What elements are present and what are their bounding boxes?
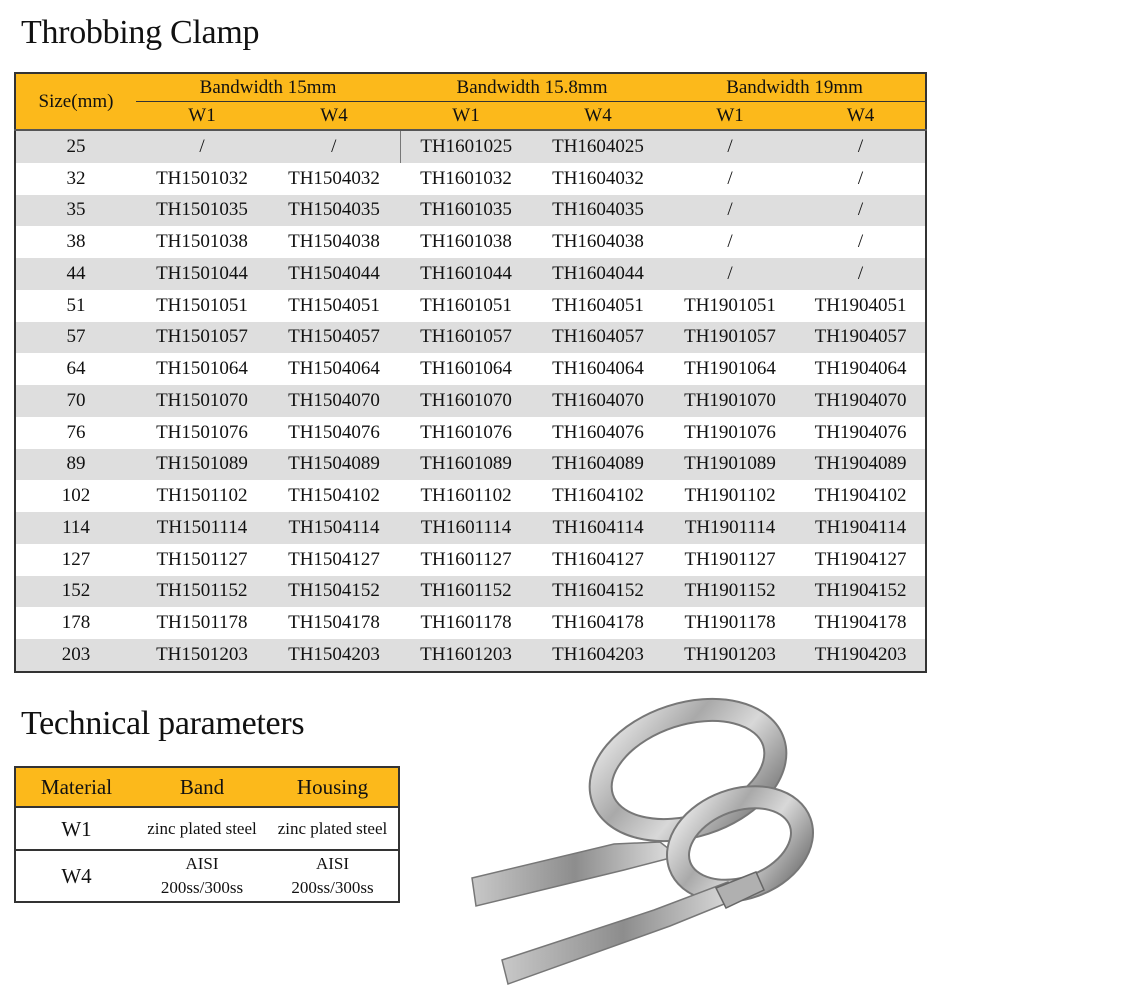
part-number-cell: TH1604051 bbox=[532, 290, 664, 322]
subheader-w1: W1 bbox=[664, 102, 796, 130]
band-header: Band bbox=[137, 767, 267, 807]
part-number-cell: TH1504178 bbox=[268, 607, 400, 639]
part-number-cell: TH1501064 bbox=[136, 353, 268, 385]
size-cell: 76 bbox=[15, 417, 136, 449]
size-header: Size(mm) bbox=[15, 73, 136, 130]
part-number-cell: TH1504076 bbox=[268, 417, 400, 449]
subheader-w1: W1 bbox=[400, 102, 532, 130]
table-row bbox=[15, 130, 926, 163]
clamp-size-table bbox=[14, 72, 927, 673]
bandwidth-15mm-header: Bandwidth 15mm bbox=[136, 73, 400, 102]
part-number-cell: TH1604064 bbox=[532, 353, 664, 385]
part-number-cell: TH1501057 bbox=[136, 322, 268, 354]
material-header: Material bbox=[15, 767, 137, 807]
part-number-cell: TH1504152 bbox=[268, 576, 400, 608]
subheader-w1: W1 bbox=[136, 102, 268, 130]
part-number-cell: TH1601064 bbox=[400, 353, 532, 385]
part-number-cell: TH1601070 bbox=[400, 385, 532, 417]
table-row bbox=[15, 807, 399, 850]
part-number-cell: TH1604089 bbox=[532, 449, 664, 481]
part-number-cell: / bbox=[268, 130, 400, 163]
table-row bbox=[15, 226, 926, 258]
part-number-cell: TH1604035 bbox=[532, 195, 664, 227]
part-number-cell: TH1504114 bbox=[268, 512, 400, 544]
part-number-cell: TH1501038 bbox=[136, 226, 268, 258]
part-number-cell: TH1604203 bbox=[532, 639, 664, 672]
tech-params-title: Technical parameters bbox=[21, 705, 305, 742]
part-number-cell: TH1504102 bbox=[268, 480, 400, 512]
part-number-cell: TH1904051 bbox=[796, 290, 926, 322]
part-number-cell: TH1504038 bbox=[268, 226, 400, 258]
size-cell: 114 bbox=[15, 512, 136, 544]
table-row bbox=[15, 512, 926, 544]
part-number-cell: TH1601032 bbox=[400, 163, 532, 195]
part-number-cell: TH1901203 bbox=[664, 639, 796, 672]
part-number-cell: / bbox=[796, 163, 926, 195]
part-number-cell: TH1601114 bbox=[400, 512, 532, 544]
table-row bbox=[15, 576, 926, 608]
part-number-cell: TH1904102 bbox=[796, 480, 926, 512]
part-number-cell: TH1504051 bbox=[268, 290, 400, 322]
subheader-w4: W4 bbox=[796, 102, 926, 130]
part-number-cell: TH1604178 bbox=[532, 607, 664, 639]
part-number-cell: TH1504032 bbox=[268, 163, 400, 195]
size-cell: 203 bbox=[15, 639, 136, 672]
part-number-cell: TH1601051 bbox=[400, 290, 532, 322]
part-number-cell: TH1601057 bbox=[400, 322, 532, 354]
part-number-cell: TH1504070 bbox=[268, 385, 400, 417]
size-cell: 127 bbox=[15, 544, 136, 576]
part-number-cell: TH1604032 bbox=[532, 163, 664, 195]
part-number-cell: TH1601038 bbox=[400, 226, 532, 258]
band-cell: zinc plated steel bbox=[137, 807, 267, 850]
part-number-cell: TH1604038 bbox=[532, 226, 664, 258]
subheader-w4: W4 bbox=[532, 102, 664, 130]
part-number-cell: / bbox=[796, 195, 926, 227]
part-number-cell: TH1504127 bbox=[268, 544, 400, 576]
table-row bbox=[15, 385, 926, 417]
bandwidth-15-8mm-header: Bandwidth 15.8mm bbox=[400, 73, 664, 102]
part-number-cell: TH1904064 bbox=[796, 353, 926, 385]
subheader-w4: W4 bbox=[268, 102, 400, 130]
clamp-photo bbox=[464, 692, 824, 992]
part-number-cell: TH1901057 bbox=[664, 322, 796, 354]
part-number-cell: TH1904152 bbox=[796, 576, 926, 608]
part-number-cell: TH1601152 bbox=[400, 576, 532, 608]
table-row bbox=[15, 480, 926, 512]
part-number-cell: TH1901064 bbox=[664, 353, 796, 385]
part-number-cell: TH1604076 bbox=[532, 417, 664, 449]
size-cell: 32 bbox=[15, 163, 136, 195]
part-number-cell: TH1604102 bbox=[532, 480, 664, 512]
part-number-cell: TH1904114 bbox=[796, 512, 926, 544]
part-number-cell: TH1501127 bbox=[136, 544, 268, 576]
table-row bbox=[15, 258, 926, 290]
table-row bbox=[15, 850, 399, 902]
part-number-cell: / bbox=[664, 195, 796, 227]
part-number-cell: TH1504035 bbox=[268, 195, 400, 227]
size-cell: 25 bbox=[15, 130, 136, 163]
material-cell: W1 bbox=[15, 807, 137, 850]
part-number-cell: TH1504064 bbox=[268, 353, 400, 385]
part-number-cell: TH1904127 bbox=[796, 544, 926, 576]
part-number-cell: TH1601035 bbox=[400, 195, 532, 227]
table-row bbox=[15, 322, 926, 354]
part-number-cell: TH1901070 bbox=[664, 385, 796, 417]
part-number-cell: TH1904076 bbox=[796, 417, 926, 449]
band-cell bbox=[137, 850, 267, 902]
part-number-cell: / bbox=[664, 130, 796, 163]
material-cell: W4 bbox=[61, 864, 92, 888]
part-number-cell: TH1501076 bbox=[136, 417, 268, 449]
part-number-cell: TH1604025 bbox=[532, 130, 664, 163]
part-number-cell: TH1601044 bbox=[400, 258, 532, 290]
part-number-cell: TH1501032 bbox=[136, 163, 268, 195]
part-number-cell: TH1604070 bbox=[532, 385, 664, 417]
part-number-cell: TH1604127 bbox=[532, 544, 664, 576]
part-number-cell: TH1601178 bbox=[400, 607, 532, 639]
table-row bbox=[15, 195, 926, 227]
part-number-cell: TH1904203 bbox=[796, 639, 926, 672]
part-number-cell: TH1504057 bbox=[268, 322, 400, 354]
size-cell: 64 bbox=[15, 353, 136, 385]
part-number-cell: TH1504089 bbox=[268, 449, 400, 481]
part-number-cell: TH1504203 bbox=[268, 639, 400, 672]
part-number-cell: TH1601102 bbox=[400, 480, 532, 512]
part-number-cell: TH1501152 bbox=[136, 576, 268, 608]
part-number-cell: / bbox=[796, 258, 926, 290]
part-number-cell: TH1501102 bbox=[136, 480, 268, 512]
housing-line: AISI bbox=[315, 854, 350, 873]
part-number-cell: TH1601127 bbox=[400, 544, 532, 576]
part-number-cell: / bbox=[664, 226, 796, 258]
part-number-cell: TH1604057 bbox=[532, 322, 664, 354]
part-number-cell: TH1501070 bbox=[136, 385, 268, 417]
part-number-cell: TH1901127 bbox=[664, 544, 796, 576]
part-number-cell: / bbox=[136, 130, 268, 163]
tech-params-table bbox=[14, 766, 400, 903]
housing-header: Housing bbox=[267, 767, 399, 807]
bandwidth-19mm-header: Bandwidth 19mm bbox=[664, 73, 926, 102]
part-number-cell: TH1601025 bbox=[400, 130, 532, 163]
size-cell: 57 bbox=[15, 322, 136, 354]
table-row bbox=[15, 290, 926, 322]
part-number-cell: TH1501114 bbox=[136, 512, 268, 544]
part-number-cell: TH1901114 bbox=[664, 512, 796, 544]
part-number-cell: TH1501051 bbox=[136, 290, 268, 322]
size-table-body bbox=[15, 130, 926, 672]
size-cell: 152 bbox=[15, 576, 136, 608]
part-number-cell: / bbox=[664, 258, 796, 290]
part-number-cell: / bbox=[664, 163, 796, 195]
part-number-cell: TH1504044 bbox=[268, 258, 400, 290]
part-number-cell: TH1604044 bbox=[532, 258, 664, 290]
part-number-cell: TH1901178 bbox=[664, 607, 796, 639]
housing-cell: zinc plated steel bbox=[267, 807, 399, 850]
part-number-cell: TH1601203 bbox=[400, 639, 532, 672]
part-number-cell: / bbox=[796, 226, 926, 258]
part-number-cell: TH1604152 bbox=[532, 576, 664, 608]
part-number-cell: TH1901089 bbox=[664, 449, 796, 481]
housing-cell bbox=[267, 850, 399, 902]
table-row bbox=[15, 639, 926, 672]
size-cell: 178 bbox=[15, 607, 136, 639]
size-cell: 102 bbox=[15, 480, 136, 512]
size-cell: 70 bbox=[15, 385, 136, 417]
part-number-cell: TH1901102 bbox=[664, 480, 796, 512]
table-row bbox=[15, 544, 926, 576]
part-number-cell: TH1904089 bbox=[796, 449, 926, 481]
band-line: 200ss/300ss bbox=[160, 878, 244, 897]
table-row bbox=[15, 417, 926, 449]
part-number-cell: TH1901051 bbox=[664, 290, 796, 322]
size-cell: 35 bbox=[15, 195, 136, 227]
band-line: AISI bbox=[185, 854, 219, 873]
part-number-cell: TH1904070 bbox=[796, 385, 926, 417]
size-cell: 38 bbox=[15, 226, 136, 258]
table-row bbox=[15, 607, 926, 639]
part-number-cell: TH1604114 bbox=[532, 512, 664, 544]
part-number-cell: TH1901152 bbox=[664, 576, 796, 608]
size-cell: 44 bbox=[15, 258, 136, 290]
part-number-cell: TH1904178 bbox=[796, 607, 926, 639]
table-row bbox=[15, 353, 926, 385]
part-number-cell: TH1904057 bbox=[796, 322, 926, 354]
table-row bbox=[15, 163, 926, 195]
part-number-cell: / bbox=[796, 130, 926, 163]
part-number-cell: TH1501044 bbox=[136, 258, 268, 290]
housing-line: 200ss/300ss bbox=[291, 878, 374, 897]
part-number-cell: TH1501035 bbox=[136, 195, 268, 227]
part-number-cell: TH1901076 bbox=[664, 417, 796, 449]
size-cell: 89 bbox=[15, 449, 136, 481]
part-number-cell: TH1601076 bbox=[400, 417, 532, 449]
size-cell: 51 bbox=[15, 290, 136, 322]
part-number-cell: TH1501178 bbox=[136, 607, 268, 639]
table-row bbox=[15, 449, 926, 481]
part-number-cell: TH1501203 bbox=[136, 639, 268, 672]
part-number-cell: TH1601089 bbox=[400, 449, 532, 481]
part-number-cell: TH1501089 bbox=[136, 449, 268, 481]
page-title: Throbbing Clamp bbox=[21, 14, 260, 51]
